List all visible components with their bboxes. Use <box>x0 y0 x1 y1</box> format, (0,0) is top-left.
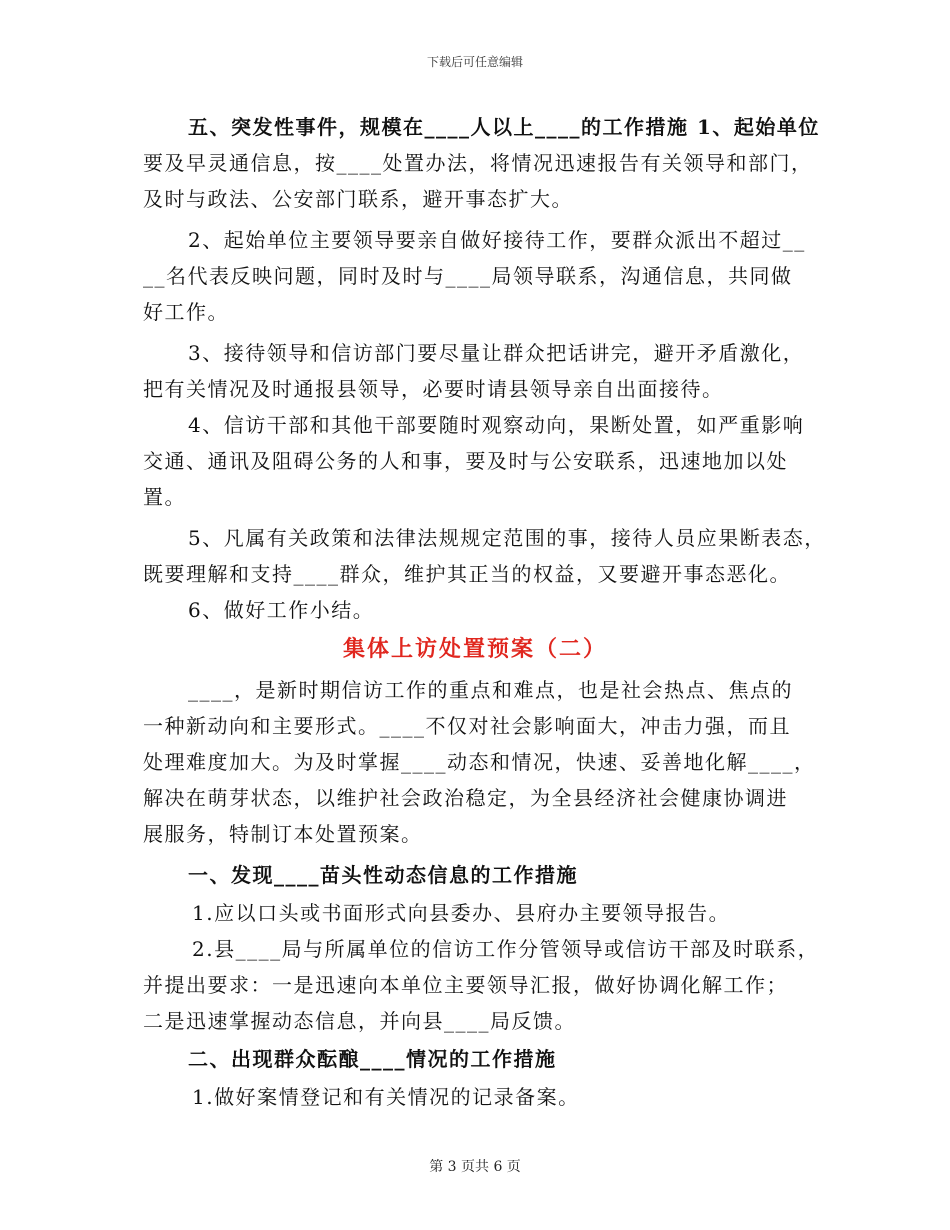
body-line: 把有关情况及时通报县领导，必要时请县领导亲自出面接待。 <box>143 377 724 401</box>
body-line: 并提出要求：一是迅速向本单位主要领导汇报，做好协调化解工作； <box>143 973 788 997</box>
body-line: 一、发现____苗头性动态信息的工作措施 <box>188 863 578 887</box>
body-line: 1.应以口头或书面形式向县委办、县府办主要领导报告。 <box>192 901 731 925</box>
page-header: 下载后可任意编辑 <box>426 55 523 69</box>
body-line: 解决在萌芽状态，以维护社会政治稳定，为全县经济社会健康协调进 <box>143 786 788 810</box>
body-line: 6、做好工作小结。 <box>188 598 375 622</box>
body-line: 二、出现群众酝酿____情况的工作措施 <box>188 1047 557 1071</box>
page-footer: 第 3 页共 6 页 <box>429 1159 521 1175</box>
body-line: 交通、通讯及阻碍公务的人和事，要及时与公安联系，迅速地加以处 <box>143 449 788 473</box>
body-line: 展服务，特制订本处置预案。 <box>143 822 423 846</box>
body-line: 5、凡属有关政策和法律法规规定范围的事，接待人员应果断表态， <box>188 526 826 550</box>
section-title: 集体上访处置预案（二） <box>342 636 607 662</box>
body-line: 4、信访干部和其他干部要随时观察动向，果断处置，如严重影响 <box>188 413 805 437</box>
body-line: 处理难度加大。为及时掌握____动态和情况，快速、妥善地化解____， <box>143 750 816 774</box>
body-line: 好工作。 <box>143 300 229 324</box>
body-line: 1.做好案情登记和有关情况的记录备案。 <box>192 1085 580 1109</box>
body-line: 要及早灵通信息，按____处置办法，将情况迅速报告有关领导和部门， <box>143 151 813 175</box>
body-line: 及时与政法、公安部门联系，避开事态扩大。 <box>143 187 573 211</box>
body-line: 2.县____局与所属单位的信访工作分管领导或信访干部及时联系， <box>192 937 820 961</box>
body-line: 既要理解和支持____群众，维护其正当的权益，又要避开事态恶化。 <box>143 562 791 586</box>
body-line: 五、突发性事件，规模在____人以上____的工作措施 1、起始单位 <box>188 115 820 139</box>
body-line: 3、接待领导和信访部门要尽量让群众把话讲完，避开矛盾激化， <box>188 341 805 365</box>
body-line: 二是迅速掌握动态信息，并向县____局反馈。 <box>143 1009 576 1033</box>
body-line: 一种新动向和主要形式。____不仅对社会影响面大，冲击力强，而且 <box>143 714 791 738</box>
body-line: 置。 <box>143 485 186 509</box>
body-line: __名代表反映问题，同时及时与____局领导联系，沟通信息，共同做 <box>143 264 793 288</box>
body-line: 2、起始单位主要领导要亲自做好接待工作，要群众派出不超过__ <box>188 228 806 252</box>
body-line: ____，是新时期信访工作的重点和难点，也是社会热点、焦点的 <box>188 678 793 702</box>
